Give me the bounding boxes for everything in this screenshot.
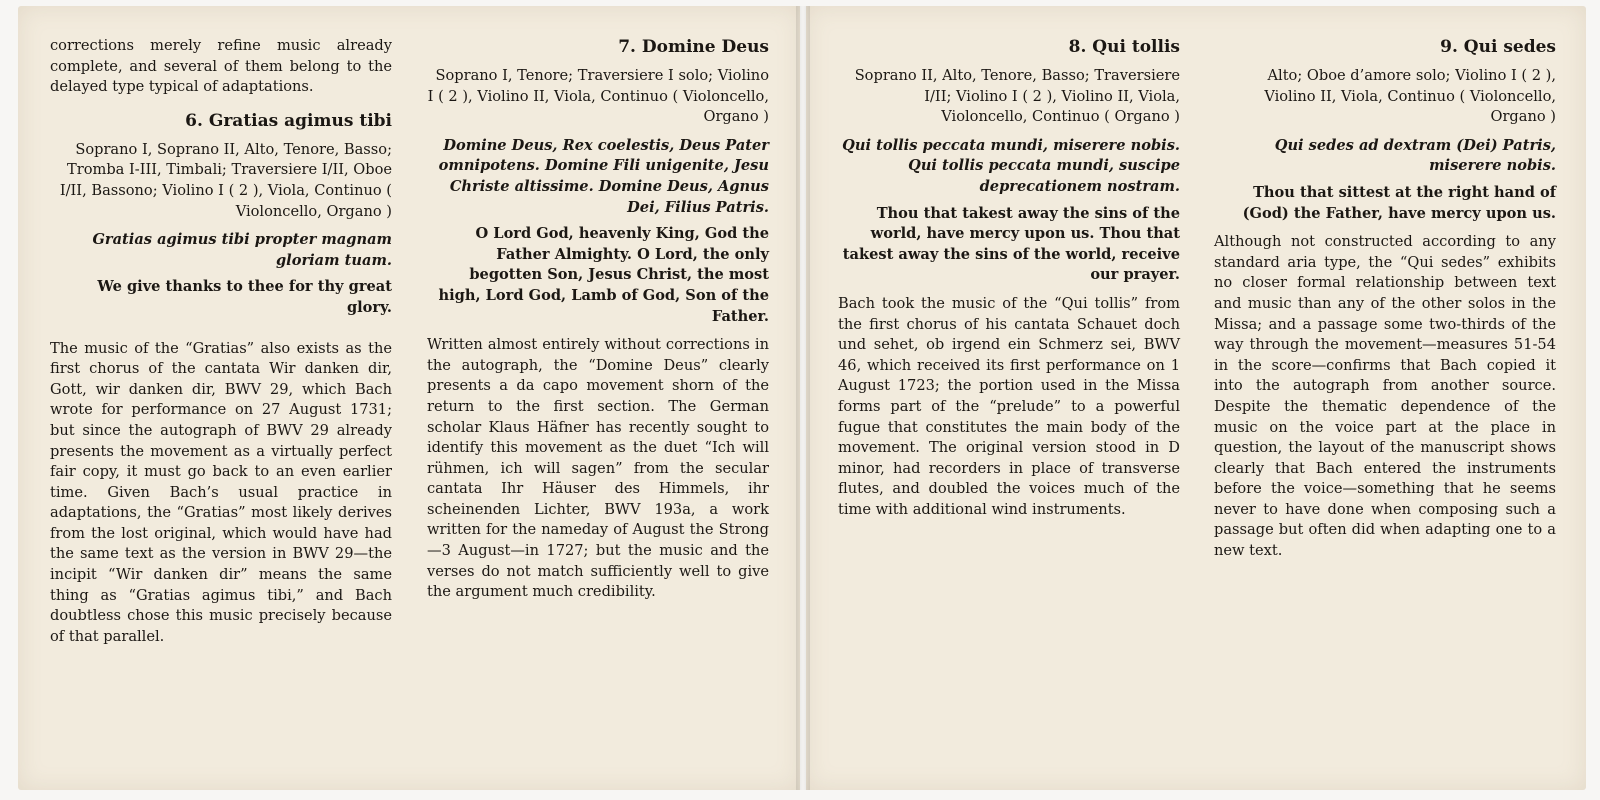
commentary-qui-tollis: Bach took the music of the “Qui tollis” from the first chorus of his cantata Schauet doch und sehet, ob irgend ein Schmerz sei, BWV 46, which received its first performance on 1 August 1723; the portion used in the Missa forms part of the “prelude” to a powerful fugue that constitutes the main body of the movement. The original version stood in D minor, had recorders in place of transverse flutes, and doubled the voices much of the time with additional wind instruments. bbox=[838, 294, 1180, 518]
column-1 bbox=[50, 36, 392, 647]
latin-text-domine-deus: Domine Deus, Rex coelestis, Deus Pater omnipotens. Domine Fili unigenite, Jesu Christe altissime. Domine Deus, Agnus Dei, Filius Patris. bbox=[438, 136, 769, 216]
section-title-domine-deus: 7. Domine Deus bbox=[618, 37, 769, 57]
commentary-qui-sedes: Although not constructed according to any standard aria type, the “Qui sedes” exhibits no closer formal relationship between text and music than any of the other solos in the Missa; and a passage some two-thirds of the way through the movement—measures 51-54 in the score—confirms that Bach copied it into the autograph from another source. Despite the thematic dependence of the music on the voice part at the place in question, the layout of the manuscript shows clearly that Bach entered the instruments before the voice—something that he seems never to have done when composing such a passage but often did when adapting one to a new text. bbox=[1214, 233, 1556, 560]
column-3 bbox=[838, 36, 1180, 520]
english-text-gratias: We give thanks to thee for thy great glory. bbox=[97, 278, 392, 316]
section-title-gratias: 6. Gratias agimus tibi bbox=[185, 110, 392, 131]
latin-text-gratias: Gratias agimus tibi propter magnam gloriam tuam. bbox=[92, 231, 392, 269]
latin-text-qui-sedes: Qui sedes ad dextram (Dei) Patris, miserere nobis. bbox=[1274, 136, 1556, 175]
commentary-domine-deus: Written almost entirely without corrections in the autograph, the “Domine Deus” clearly presents a da capo movement shorn of the return to the first section. The German scholar Klaus Häfner has recently sought to identify this movement as the duet “Ich will rühmen, ich will sagen” from the secular cantata Ihr Häuser des Himmels, ihr scheinenden Lichter, BWV 193a, a work written for the nameday of August the Strong—3 August—in 1727; but the music and the verses do not match sufficiently well to give the argument much credibility. bbox=[427, 336, 769, 601]
instrumentation-domine-deus: Soprano I, Tenore; Traversiere I solo; Violino I ( 2 ), Violino II, Viola, Continuo ( Violoncello, Organo ) bbox=[427, 67, 769, 126]
page-gutter bbox=[796, 6, 810, 790]
instrumentation-qui-tollis: Soprano II, Alto, Tenore, Basso; Traversiere I/II; Violino I ( 2 ), Violino II, Viola, Violoncello, Continuo ( Organo ) bbox=[854, 67, 1180, 126]
latin-text-qui-tollis: Qui tollis peccata mundi, miserere nobis. Qui tollis peccata mundi, suscipe deprecationem nostram. bbox=[842, 136, 1180, 195]
english-text-domine-deus: O Lord God, heavenly King, God the Father Almighty. O Lord, the only begotten Son, Jesus Christ, the most high, Lord God, Lamb of God, Son of the Father. bbox=[438, 225, 769, 325]
english-text-qui-sedes: Thou that sittest at the right hand of (God) the Father, have mercy upon us. bbox=[1242, 183, 1556, 222]
section-title-qui-tollis: 8. Qui tollis bbox=[1068, 37, 1180, 57]
section-title-qui-sedes: 9. Qui sedes bbox=[1440, 37, 1556, 57]
instrumentation-gratias: Soprano I, Soprano II, Alto, Tenore, Basso; Tromba I-III, Timbali; Traversiere I/II, Oboe I/II, Bassono; Violino I ( 2 ), Viola, Continuo ( Violoncello, Organo ) bbox=[59, 140, 392, 220]
column-4 bbox=[1214, 36, 1556, 562]
instrumentation-qui-sedes: Alto; Oboe d’amore solo; Violino I ( 2 ), Violino II, Viola, Continuo ( Violoncello, Organo ) bbox=[1264, 67, 1556, 126]
english-text-qui-tollis: Thou that takest away the sins of the world, have mercy upon us. Thou that takest away the sins of the world, receive our prayer. bbox=[842, 204, 1180, 284]
intro-paragraph: corrections merely refine music already complete, and several of them belong to the delayed type typical of adaptations. bbox=[50, 37, 392, 96]
commentary-gratias: The music of the “Gratias” also exists as the first chorus of the cantata Wir danken dir, Gott, wir danken dir, BWV 29, which Bach wrote for performance on 27 August 1731; but since the autograph of BWV 29 already presents the movement as a virtually perfect fair copy, it must go back to an even earlier time. Given Bach’s usual practice in adaptations, the “Gratias” most likely derives from the lost original, which would have had the same text as the version in BWV 29—the incipit “Wir danken dir” means the same thing as “Gratias agimus tibi,” and Bach doubtless chose this music precisely because of that parallel. bbox=[50, 339, 392, 645]
column-2 bbox=[427, 36, 769, 603]
